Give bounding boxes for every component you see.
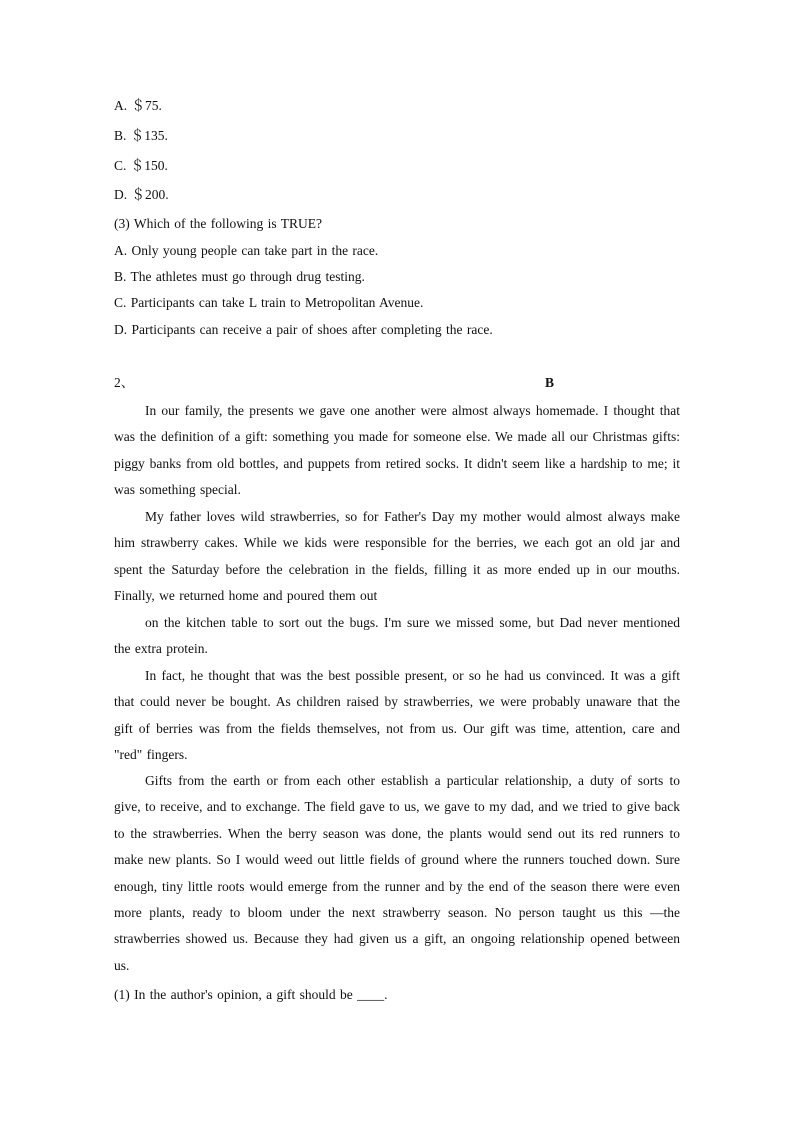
question-1-stem: (1) In the author's opinion, a gift should be ____. [114,987,388,1002]
question-3-option-d: D. Participants can receive a pair of shoes after completing the race. [114,322,493,337]
question-3-option-c: C. Participants can take L train to Metropolitan Avenue. [114,295,424,310]
option-c: C. ＄150. [114,158,168,173]
option-a: A. ＄75. [114,98,162,113]
question-3-stem: (3) Which of the following is TRUE? [114,216,322,231]
paragraph-2: My father loves wild strawberries, so for Father's Day my mother would almost always make him strawberry cakes. While we kids were responsible for the berries, we each got an old jar and spent the Saturday before the celebration in the fields, filling it as more ended up in our mouths. Finally, we returned home and poured them out [114,509,680,604]
paragraph-3: In fact, he thought that was the best possible present, or so he had us convinced. It was a gift that could never be bought. As children raised by strawberries, we were probably unaware that the gift of berries was from the fields themselves, not from us. Our gift was time, attention, care and "red" fingers. [114,668,680,763]
paragraph-2-continued: on the kitchen table to sort out the bugs. I'm sure we missed some, but Dad never mentioned the extra protein. [114,615,680,657]
question-3-option-b: B. The athletes must go through drug testing. [114,269,365,284]
section-title: B [545,375,555,390]
question-3-option-a: A. Only young people can take part in the race. [114,243,379,258]
section-number: 2、 [114,375,135,390]
option-b: B. ＄135. [114,128,168,143]
paragraph-1: In our family, the presents we gave one another were almost always homemade. I thought that was the definition of a gift: something you made for someone else. We made all our Christmas gifts: piggy banks from old bottles, and puppets from retired socks. It didn't seem like a hardship to me; it was something special. [114,403,680,498]
option-d: D. ＄200. [114,187,169,202]
paragraph-4: Gifts from the earth or from each other establish a particular relationship, a duty of sorts to give, to receive, and to exchange. The field gave to us, we gave to my dad, and we tried to give back to the strawberries. When the berry season was done, the plants would send out its red runners to make new plants. So I would weed out little fields of ground where the runners touched down. Sure enough, tiny little roots would emerge from the runner and by the end of the season there were even more plants, ready to bloom under the next strawberry season. No person taught us this —the strawberries showed us. Because they had given us a gift, an ongoing relationship opened between us. [114,773,680,973]
